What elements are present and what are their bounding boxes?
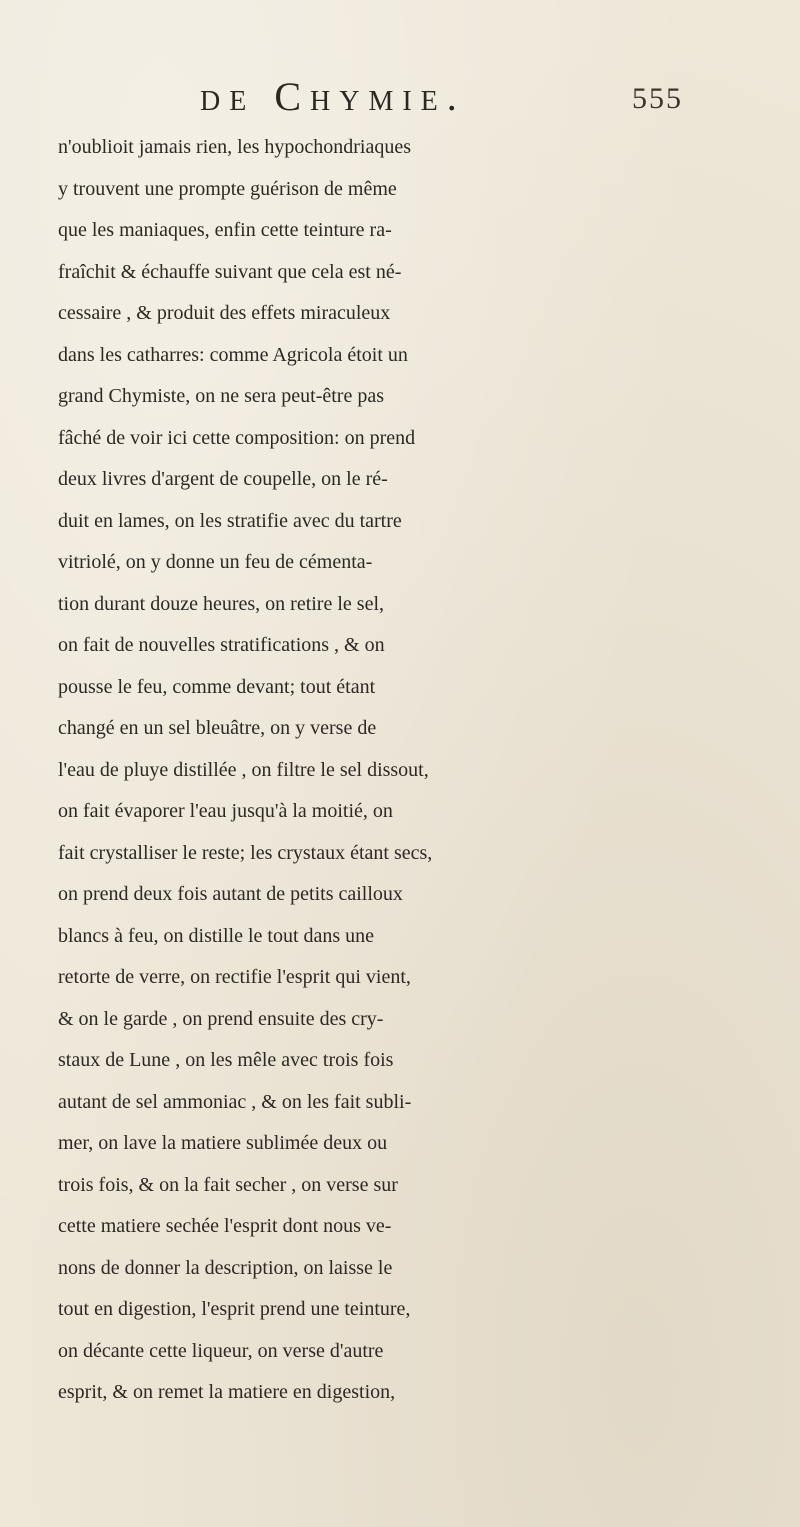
text-line: vitriolé, on y donne un feu de cémenta- xyxy=(58,551,373,573)
text-line: & on le garde , on prend ensuite des cry- xyxy=(58,1007,384,1030)
text-line: y trouvent une prompte guérison de même xyxy=(58,177,397,200)
text-line: esprit, & on remet la matiere en digestion, xyxy=(58,1381,396,1403)
text-line: mer, on lave la matiere sublimée deux ou xyxy=(58,1132,388,1154)
text-line: n'oublioit jamais rien, les hypochondriaques xyxy=(58,136,411,158)
text-line: que les maniaques, enfin cette teinture ra- xyxy=(58,219,392,241)
running-title: de Chymie. xyxy=(200,74,466,119)
text-line: trois fois, & on la fait secher , on verse sur xyxy=(58,1173,398,1196)
text-line: cessaire , & produit des effets miraculeux xyxy=(58,302,391,324)
page-number: 555 xyxy=(632,82,683,115)
text-line: deux livres d'argent de coupelle, on le ré- xyxy=(58,468,388,490)
text-line: blancs à feu, on distille le tout dans une xyxy=(58,924,375,947)
text-line: on fait de nouvelles stratifications , & on xyxy=(58,634,385,656)
page-header xyxy=(0,72,800,122)
text-line: on prend deux fois autant de petits cailloux xyxy=(58,883,403,905)
text-line: cette matiere sechée l'esprit dont nous ve- xyxy=(58,1215,392,1237)
text-line: on décante cette liqueur, on verse d'autre xyxy=(58,1339,384,1362)
text-line: l'eau de pluye distillée , on filtre le sel dissout, xyxy=(58,758,429,781)
text-line: fait crystalliser le reste; les crystaux étant secs, xyxy=(58,841,433,864)
text-line: autant de sel ammoniac , & on les fait subli- xyxy=(58,1090,412,1113)
text-line: nons de donner la description, on laisse le xyxy=(58,1256,393,1279)
text-line: retorte de verre, on rectifie l'esprit qui vient, xyxy=(58,966,411,988)
text-line: fraîchit & échauffe suivant que cela est né- xyxy=(58,260,402,283)
text-line: fâché de voir ici cette composition: on prend xyxy=(58,426,416,449)
text-line: changé en un sel bleuâtre, on y verse de xyxy=(58,717,377,739)
text-line: dans les catharres: comme Agricola étoit un xyxy=(58,343,408,366)
text-line: pousse le feu, comme devant; tout étant xyxy=(58,675,376,698)
text-line: tout en digestion, l'esprit prend une teinture, xyxy=(58,1298,411,1320)
text-line: tion durant douze heures, on retire le sel, xyxy=(58,592,384,615)
text-line: on fait évaporer l'eau jusqu'à la moitié, on xyxy=(58,800,393,822)
text-line: duit en lames, on les stratifie avec du tartre xyxy=(58,509,402,532)
body-text xyxy=(58,127,798,1414)
text-line: staux de Lune , on les mêle avec trois fois xyxy=(58,1049,394,1071)
text-line: grand Chymiste, on ne sera peut-être pas xyxy=(58,385,385,407)
